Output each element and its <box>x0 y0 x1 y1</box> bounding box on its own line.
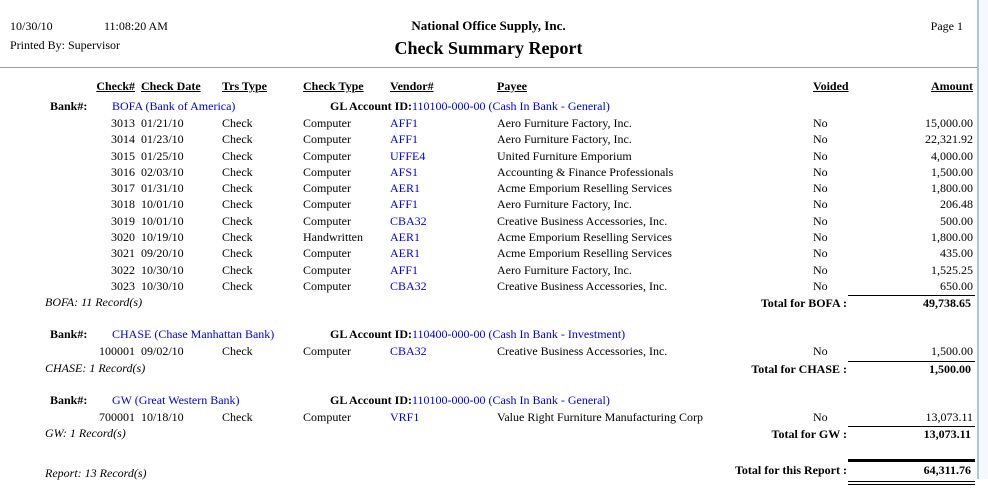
page-number: Page 1 <box>930 19 963 33</box>
bank-total-amount: 13,073.11 <box>848 426 975 442</box>
check-amount: 1,525.25 <box>931 262 973 277</box>
vendor-link[interactable]: CBA32 <box>390 213 427 228</box>
trs-type: Check <box>222 230 253 245</box>
check-number: 3016 <box>111 164 135 179</box>
trs-type: Check <box>222 213 253 228</box>
table-row <box>0 180 977 196</box>
printed-time: 11:08:20 AM <box>104 19 168 33</box>
voided-flag: No <box>813 278 828 293</box>
check-type: Computer <box>303 213 351 228</box>
spacer <box>0 278 50 294</box>
check-number: 100001 <box>99 344 135 359</box>
table-row <box>0 229 977 245</box>
check-number: 3013 <box>111 116 135 130</box>
col-header-voided: Voided <box>813 79 849 93</box>
bank-number-label: Bank#: <box>50 327 88 342</box>
bank-record-count: GW: 1 Record(s) <box>45 425 126 440</box>
check-number: 3014 <box>111 132 135 147</box>
trs-type: Check <box>222 246 253 261</box>
check-amount: 22,321.92 <box>925 132 973 147</box>
voided-flag: No <box>813 148 828 163</box>
payee-name: Acme Emporium Reselling Services <box>497 246 672 261</box>
voided-flag: No <box>813 262 828 277</box>
col-header-vendor: Vendor# <box>390 79 434 93</box>
col-header-trs-type: Trs Type <box>222 79 268 93</box>
bank-record-count: CHASE: 1 Record(s) <box>45 360 146 375</box>
check-number: 3021 <box>111 246 135 261</box>
column-header-row <box>0 76 977 96</box>
bank-name-link[interactable]: BOFA (Bank of America) <box>112 99 236 113</box>
table-row <box>0 343 977 359</box>
table-row <box>0 196 977 212</box>
check-date: 10/19/10 <box>141 230 184 245</box>
printed-by: Printed By: Supervisor <box>10 38 120 52</box>
report-header-line2 <box>0 36 977 64</box>
check-number: 3018 <box>111 197 135 212</box>
bank-header-row <box>0 392 977 409</box>
bank-header-row <box>0 326 977 343</box>
report-record-count: Report: 13 Record(s) <box>45 465 147 480</box>
check-date: 09/02/10 <box>141 344 184 359</box>
vendor-link[interactable]: VRF1 <box>390 409 420 424</box>
bank-name-link[interactable]: CHASE (Chase Manhattan Bank) <box>112 327 275 342</box>
table-row <box>0 164 977 180</box>
bank-record-count: BOFA: 11 Record(s) <box>45 295 143 310</box>
trs-type: Check <box>222 197 253 212</box>
bank-total-row <box>0 294 977 313</box>
voided-flag: No <box>813 132 828 147</box>
vendor-link[interactable]: AER1 <box>390 181 420 196</box>
trs-type: Check <box>222 344 253 359</box>
table-row <box>0 278 977 294</box>
col-header-check: Check# <box>96 79 135 93</box>
spacer <box>0 196 50 212</box>
vendor-link[interactable]: AFF1 <box>390 116 419 130</box>
trs-type: Check <box>222 278 253 293</box>
check-number: 3017 <box>111 181 135 196</box>
check-number: 3022 <box>111 262 135 277</box>
trs-type: Check <box>222 181 253 196</box>
check-date: 01/25/10 <box>141 148 184 163</box>
vendor-link[interactable]: AFF1 <box>390 132 419 147</box>
spacer <box>0 343 50 359</box>
check-number: 3019 <box>111 213 135 228</box>
bank-name-link[interactable]: GW (Great Western Bank) <box>112 392 240 407</box>
payee-name: Creative Business Accessories, Inc. <box>497 344 668 359</box>
check-amount: 13,073.11 <box>925 409 973 424</box>
check-type: Computer <box>303 197 351 212</box>
voided-flag: No <box>813 230 828 245</box>
check-type: Computer <box>303 344 351 359</box>
check-date: 10/18/10 <box>141 409 184 424</box>
check-number: 3015 <box>111 148 135 163</box>
check-amount: 650.00 <box>940 278 973 293</box>
bank-total-label: Total for GW : <box>771 426 847 441</box>
vendor-link[interactable]: AER1 <box>390 230 420 245</box>
spacer <box>0 164 50 180</box>
payee-name: Value Right Furniture Manufacturing Corp <box>497 409 703 424</box>
gl-account-link[interactable]: 110400-000-00 (Cash In Bank - Investment) <box>412 327 626 342</box>
page-title: Check Summary Report <box>394 38 583 58</box>
bank-total-row <box>0 425 977 444</box>
bank-number-label: Bank#: <box>50 99 88 113</box>
report-total-amount: 64,311.76 <box>848 459 975 485</box>
table-row <box>0 148 977 164</box>
report-total-row <box>0 458 977 488</box>
payee-name: Acme Emporium Reselling Services <box>497 181 672 196</box>
check-number: 700001 <box>99 409 135 424</box>
gl-account-label: GL Account ID: <box>330 327 413 342</box>
check-amount: 500.00 <box>940 213 973 228</box>
printed-date: 10/30/10 <box>10 19 53 33</box>
vendor-link[interactable]: CBA32 <box>390 278 427 293</box>
bank-section <box>0 392 977 444</box>
bank-total-row <box>0 360 977 379</box>
col-header-amount: Amount <box>930 79 973 93</box>
check-date: 01/23/10 <box>141 132 184 147</box>
check-number: 3020 <box>111 230 135 245</box>
check-number: 3023 <box>111 278 135 293</box>
payee-name: Aero Furniture Factory, Inc. <box>497 132 632 147</box>
check-amount: 1,500.00 <box>931 164 973 179</box>
trs-type: Check <box>222 262 253 277</box>
voided-flag: No <box>813 164 828 179</box>
check-amount: 1,800.00 <box>931 181 973 196</box>
check-type: Computer <box>303 278 351 293</box>
check-type: Computer <box>303 181 351 196</box>
spacer <box>0 229 50 245</box>
payee-name: Aero Furniture Factory, Inc. <box>497 116 632 130</box>
payee-name: Accounting & Finance Professionals <box>497 164 674 179</box>
check-type: Computer <box>303 164 351 179</box>
bank-number-label: Bank#: <box>50 392 88 407</box>
payee-name: Creative Business Accessories, Inc. <box>497 278 668 293</box>
bank-section <box>0 98 977 313</box>
col-header-check-date: Check Date <box>141 79 201 93</box>
table-row <box>0 131 977 147</box>
check-type: Computer <box>303 246 351 261</box>
spacer <box>0 409 50 425</box>
vendor-link[interactable]: AFS1 <box>390 164 419 179</box>
check-type: Handwritten <box>303 230 363 245</box>
check-type: Computer <box>303 116 351 130</box>
spacer <box>0 76 50 96</box>
voided-flag: No <box>813 344 828 359</box>
bank-header-row <box>0 98 977 115</box>
check-type: Computer <box>303 148 351 163</box>
check-amount: 206.48 <box>940 197 973 212</box>
payee-name: Aero Furniture Factory, Inc. <box>497 197 632 212</box>
spacer <box>0 148 50 164</box>
check-amount: 1,500.00 <box>931 344 973 359</box>
voided-flag: No <box>813 246 828 261</box>
trs-type: Check <box>222 164 253 179</box>
check-amount: 4,000.00 <box>931 148 973 163</box>
check-amount: 435.00 <box>940 246 973 261</box>
bank-total-amount: 49,738.65 <box>848 295 975 311</box>
spacer <box>0 213 50 229</box>
gl-account-link[interactable]: 110100-000-00 (Cash In Bank - General) <box>412 99 610 113</box>
gl-account-label: GL Account ID: <box>330 392 413 407</box>
check-date: 09/20/10 <box>141 246 184 261</box>
payee-name: Aero Furniture Factory, Inc. <box>497 262 632 277</box>
col-header-check-type: Check Type <box>303 79 364 93</box>
report-total-label: Total for this Report : <box>735 462 847 477</box>
spacer <box>0 115 50 131</box>
trs-type: Check <box>222 409 253 424</box>
table-row <box>0 262 977 278</box>
spacer <box>0 245 50 261</box>
check-date: 10/01/10 <box>141 213 184 228</box>
payee-name: Acme Emporium Reselling Services <box>497 230 672 245</box>
table-row <box>0 245 977 261</box>
check-amount: 15,000.00 <box>925 116 973 130</box>
bank-total-label: Total for CHASE : <box>751 361 847 376</box>
voided-flag: No <box>813 181 828 196</box>
trs-type: Check <box>222 132 253 147</box>
check-date: 01/21/10 <box>141 116 184 130</box>
col-header-payee: Payee <box>497 79 527 93</box>
vendor-link[interactable]: UFFE4 <box>390 148 426 163</box>
check-type: Computer <box>303 409 351 424</box>
payee-name: United Furniture Emporium <box>497 148 632 163</box>
table-row <box>0 409 977 425</box>
voided-flag: No <box>813 116 828 130</box>
spacer <box>0 262 50 278</box>
bank-section <box>0 326 977 378</box>
check-type: Computer <box>303 262 351 277</box>
vendor-link[interactable]: CBA32 <box>390 344 427 359</box>
check-date: 02/03/10 <box>141 164 184 179</box>
vendor-link[interactable]: AFF1 <box>390 197 419 212</box>
trs-type: Check <box>222 148 253 163</box>
table-row <box>0 213 977 229</box>
voided-flag: No <box>813 213 828 228</box>
bank-total-label: Total for BOFA : <box>760 296 847 311</box>
viewer-background <box>979 0 988 479</box>
check-date: 10/30/10 <box>141 278 184 293</box>
title-separator <box>0 67 977 68</box>
voided-flag: No <box>813 197 828 212</box>
vendor-link[interactable]: AFF1 <box>390 262 419 277</box>
check-type: Computer <box>303 132 351 147</box>
check-date: 10/30/10 <box>141 262 184 277</box>
trs-type: Check <box>222 116 253 130</box>
report-header-line1 <box>0 17 977 36</box>
gl-account-link[interactable]: 110100-000-00 (Cash In Bank - General) <box>412 392 610 407</box>
voided-flag: No <box>813 409 828 424</box>
company-name: National Office Supply, Inc. <box>411 18 566 33</box>
spacer <box>0 131 50 147</box>
check-date: 01/31/10 <box>141 181 184 196</box>
check-date: 10/01/10 <box>141 197 184 212</box>
payee-name: Creative Business Accessories, Inc. <box>497 213 668 228</box>
table-row <box>0 115 977 131</box>
check-amount: 1,800.00 <box>931 230 973 245</box>
spacer <box>0 180 50 196</box>
bank-total-amount: 1,500.00 <box>848 361 975 377</box>
vendor-link[interactable]: AER1 <box>390 246 420 261</box>
gl-account-label: GL Account ID: <box>330 99 413 113</box>
bank-sections <box>0 98 977 444</box>
